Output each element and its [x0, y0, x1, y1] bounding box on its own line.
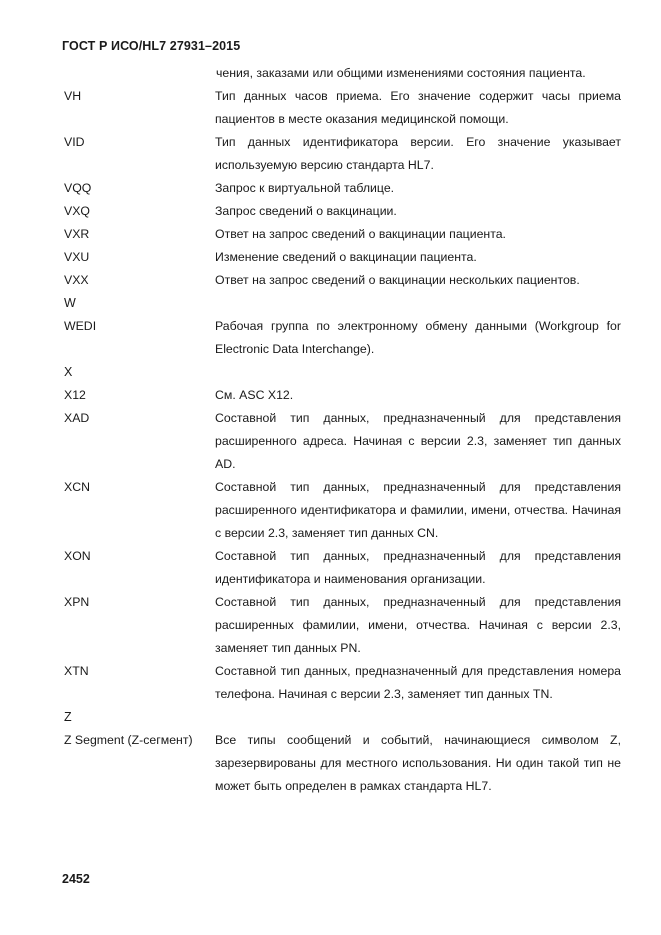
glossary-entry [64, 407, 624, 476]
glossary-term: VXQ [64, 204, 90, 218]
glossary-term: XPN [64, 595, 90, 609]
page-number: 2452 [62, 872, 90, 886]
glossary-entry [64, 223, 624, 246]
glossary-list [64, 85, 624, 798]
glossary-entry [64, 131, 624, 177]
glossary-entry [64, 729, 624, 798]
section-letter: X [64, 365, 73, 379]
glossary-term: XCN [64, 480, 90, 494]
glossary-term: XTN [64, 664, 89, 678]
glossary-entry [64, 384, 624, 407]
glossary-term: VQQ [64, 181, 92, 195]
glossary-entry [64, 545, 624, 591]
page-header: ГОСТ Р ИСО/HL7 27931–2015 [62, 39, 241, 53]
glossary-entry [64, 269, 624, 292]
glossary-definition: Изменение сведений о вакцинации пациента. [215, 250, 477, 264]
glossary-term: VXX [64, 273, 89, 287]
glossary-entry [64, 246, 624, 269]
glossary-definition: Тип данных идентификатора версии. Его значение указывает используемую версию стандарта HL7. [215, 135, 621, 172]
section-letter: W [64, 296, 76, 310]
glossary-entry [64, 476, 624, 545]
glossary-term: Z Segment (Z-сегмент) [64, 733, 193, 747]
glossary-term: X12 [64, 388, 86, 402]
glossary-entry [64, 177, 624, 200]
glossary-definition: Запрос к виртуальной таблице. [215, 181, 395, 195]
glossary-term: XON [64, 549, 91, 563]
glossary-definition: Составной тип данных, предназначенный для представления номера телефона. Начиная с версии 2.3, заменяет тип данных TN. [215, 664, 621, 701]
glossary-definition: Составной тип данных, предназначенный для представления расширенных фамилии, имени, отчества. Начиная с версии 2.3, заменяет тип данных PN. [215, 595, 621, 655]
glossary-entry [64, 315, 624, 361]
glossary-term: VXU [64, 250, 90, 264]
section-letter: Z [64, 710, 72, 724]
glossary-definition: Составной тип данных, предназначенный для представления идентификатора и наименования организации. [215, 549, 621, 586]
glossary-entry [64, 660, 624, 706]
glossary-term: VXR [64, 227, 90, 241]
glossary-term: XAD [64, 411, 90, 425]
glossary-entry [64, 200, 624, 223]
glossary-definition: Рабочая группа по электронному обмену данными (Workgroup for Electronic Data Interchange). [215, 319, 621, 356]
glossary-term: VID [64, 135, 85, 149]
glossary-definition: См. ASC X12. [215, 388, 294, 402]
glossary-definition: Ответ на запрос сведений о вакцинации пациента. [215, 227, 506, 241]
glossary-term: VH [64, 89, 82, 103]
glossary-definition: Запрос сведений о вакцинации. [215, 204, 397, 218]
glossary-definition: Тип данных часов приема. Его значение содержит часы приема пациентов в месте оказания медицинской помощи. [215, 89, 621, 126]
glossary-entry [64, 85, 624, 131]
continuation-text: чения, заказами или общими изменениями состояния пациента. [216, 66, 586, 80]
glossary-definition: Все типы сообщений и событий, начинающиеся символом Z, зарезервированы для местного использования. Ни один такой тип не может быть определен в рамках стандарта HL7. [215, 733, 621, 793]
glossary-term: WEDI [64, 319, 97, 333]
glossary-definition: Составной тип данных, предназначенный для представления расширенного идентификатора и фамилии, имени, отчества. Начиная с версии 2.3, заменяет тип данных CN. [215, 480, 621, 540]
glossary-entry [64, 591, 624, 660]
glossary-definition: Ответ на запрос сведений о вакцинации нескольких пациентов. [215, 273, 580, 287]
glossary-definition: Составной тип данных, предназначенный для представления расширенного адреса. Начиная с версии 2.3, заменяет тип данных AD. [215, 411, 621, 471]
